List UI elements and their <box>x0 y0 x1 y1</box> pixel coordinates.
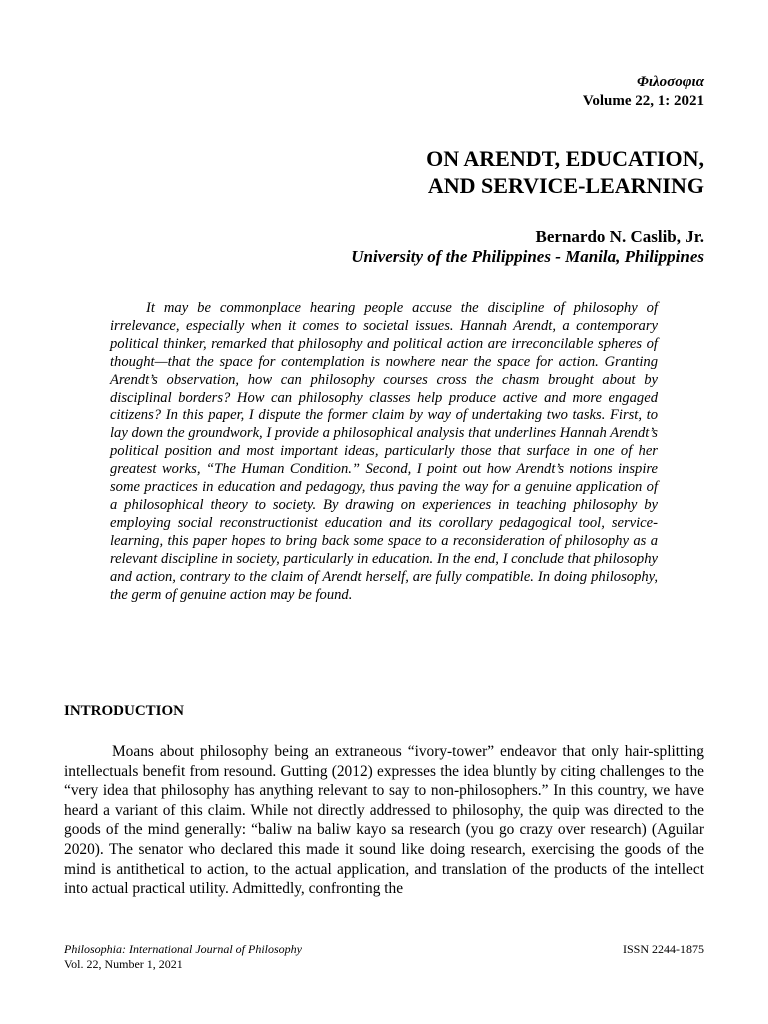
author-name: Bernardo N. Caslib, Jr. <box>535 227 704 246</box>
footer-citation <box>64 942 302 972</box>
footer-journal-name: Philosophia: International Journal of Philosophy <box>64 942 302 956</box>
volume-info: Volume 22, 1: 2021 <box>582 93 704 109</box>
journal-mark: Φιλοσοφια <box>637 74 704 90</box>
footer-volume: Vol. 22, Number 1, 2021 <box>64 957 183 971</box>
title-line-2: AND SERVICE-LEARNING <box>427 173 704 198</box>
abstract: It may be commonplace hearing people accuse the discipline of philosophy of irrelevance, especially when it comes to societal issues. Hannah Arendt, a contemporary political thinker, remarked that philosophy and political action are irreconcilable spheres of thought—that the space for contemplation is nowhere near the space for action. Granting Arendt’s observation, how can philosophy courses cross the chasm brought about by disciplinal borders? How can philosophy classes help produce active and more engaged citizens? In this paper, I dispute the former claim by way of undertaking two tasks. First, to lay down the groundwork, I provide a philosophical analysis that underlines Hannah Arendt’s political position and most important ideas, particularly those that surface in one of her greatest works, “The Human Condition.” Second, I point out how Arendt’s notions inspire some practices in education and pedagogy, thus paving the way for a genuine application of a philosophical theory to society. By drawing on experiences in teaching philosophy by employing social reconstructionist education and its corollary pedagogical tool, service-learning, this paper hopes to bring back some space to a reconsideration of philosophy as a relevant discipline in society, particularly in education. In the end, I conclude that philosophy and action, contrary to the claim of Arendt herself, are fully compatible. In doing philosophy, the germ of genuine action may be found. <box>110 300 658 603</box>
title-line-1: ON ARENDT, EDUCATION, <box>426 146 704 171</box>
author-affiliation: University of the Philippines - Manila, Philippines <box>351 247 704 266</box>
footer-issn: ISSN 2244-1875 <box>622 942 704 956</box>
section-heading: INTRODUCTION <box>64 703 185 719</box>
body-paragraph: Moans about philosophy being an extraneous “ivory-tower” endeavor that only hair-splitting intellectuals benefit from resound. Gutting (2012) expresses the idea bluntly by citing challenges to the “very idea that philosophy has anything relevant to say to non-philosophers.” In this country, we have heard a variant of this claim. While not directly addressed to philosophy, the quip was directed to the goods of the mind generally: “baliw na baliw kayo sa research (you go crazy over research) (Aguilar 2020). The senator who declared this made it sound like doing research, exercising the goods of the mind is antithetical to action, to the actual application, and translation of the products of the intellect into actual practical utility. Admittedly, confronting the <box>64 743 704 898</box>
article-title <box>144 145 704 199</box>
